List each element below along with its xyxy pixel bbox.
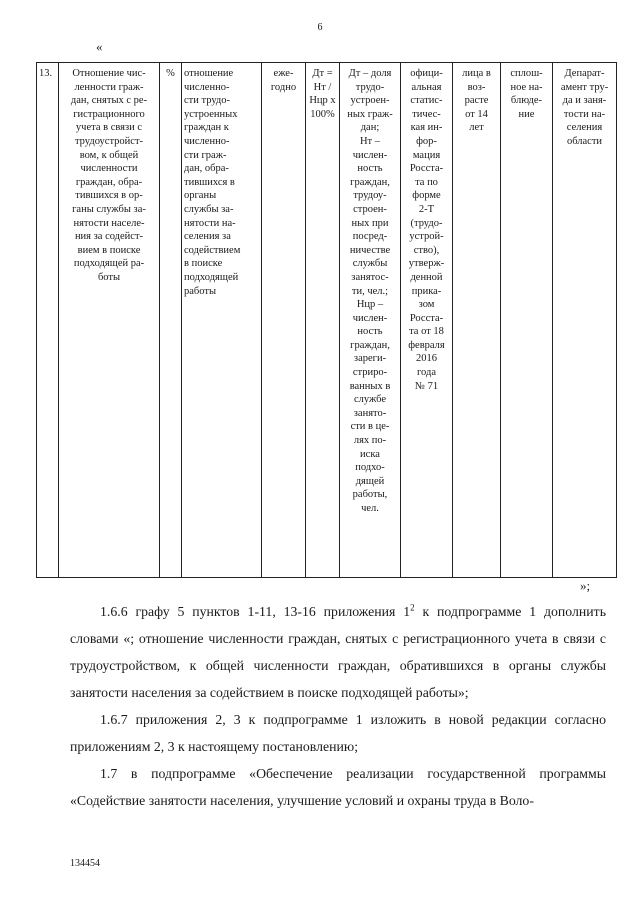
cell-unit: %: [160, 63, 182, 578]
cell-row-number: 13.: [37, 63, 59, 578]
cell-formula: Дт = Нт / Нцр х 100%: [306, 63, 340, 578]
closing-quote-mark: »;: [580, 578, 591, 593]
cell-indicator-name: Отношение чис- ленности граж- дан, снятых с ре- гистрационного учета в связи с трудоустройст- вом, к общей численности граждан, обра- тившихся в ор- ганы службы за- нятости населе- ния за содейст- вием в поиске подходящей ра- боты: [59, 63, 160, 578]
table-row: [37, 63, 617, 578]
cell-data-source: офици- альная статис- тичес- кая ин- фор- мация Росста- та по форме 2-Т (трудо- устрой- ство), утверж- денной прика- зом Росста- та от 18 февраля 2016 года № 71: [401, 63, 453, 578]
indicator-table: [36, 62, 617, 578]
body-text: [70, 598, 606, 814]
page-number: 6: [317, 22, 323, 33]
cell-definition: отношение численно- сти трудо- устроенных граждан к численно- сти граж- дан, обра- тившихся в органы службы за- нятости на- селения за содействием в поиске подходящей работы: [182, 63, 262, 578]
paragraph-1-6-6: 1.6.6 графу 5 пунктов 1-11, 13-16 приложения $1^2$ к подпрограмме 1 дополнить словами «; отношение численности граждан, снятых с регистрационного учета в связи с трудоустройством, к общей численности граждан, обратившихся в органы службы занятости населения за содействием в поиске подходящей работы»;: [70, 602, 606, 700]
cell-observation-unit: лица в воз- расте от 14 лет: [453, 63, 501, 578]
cell-collection-method: сплош- ное на- блюде- ние: [501, 63, 553, 578]
footer-document-code: 134454: [70, 858, 100, 869]
paragraph-1-7: 1.7 в подпрограмме «Обеспечение реализации государственной программы «Содействие занятости населения, улучшение условий и охраны труда в Воло-: [70, 766, 606, 808]
paragraph-1-6-7: 1.6.7 приложения 2, 3 к подпрограмме 1 изложить в новой редакции согласно приложениям 2, 3 к настоящему постановлению;: [70, 712, 606, 754]
cell-periodicity: еже- годно: [262, 63, 306, 578]
opening-quote-mark: «: [96, 39, 103, 54]
cell-responsible: Депарат- амент тру- да и заня- тости на- селения области: [553, 63, 617, 578]
cell-variables: Дт – доля трудо- устроен- ных граж- дан; Нт – числен- ность граждан, трудоу- строен- ных при посред- ничестве службы занятос- ти, чел.; Нцр – числен- ность граждан, зареги- стриро- ванных в службе занято- сти в це- лях по- иска подхо- дящей работы, чел.: [340, 63, 401, 578]
